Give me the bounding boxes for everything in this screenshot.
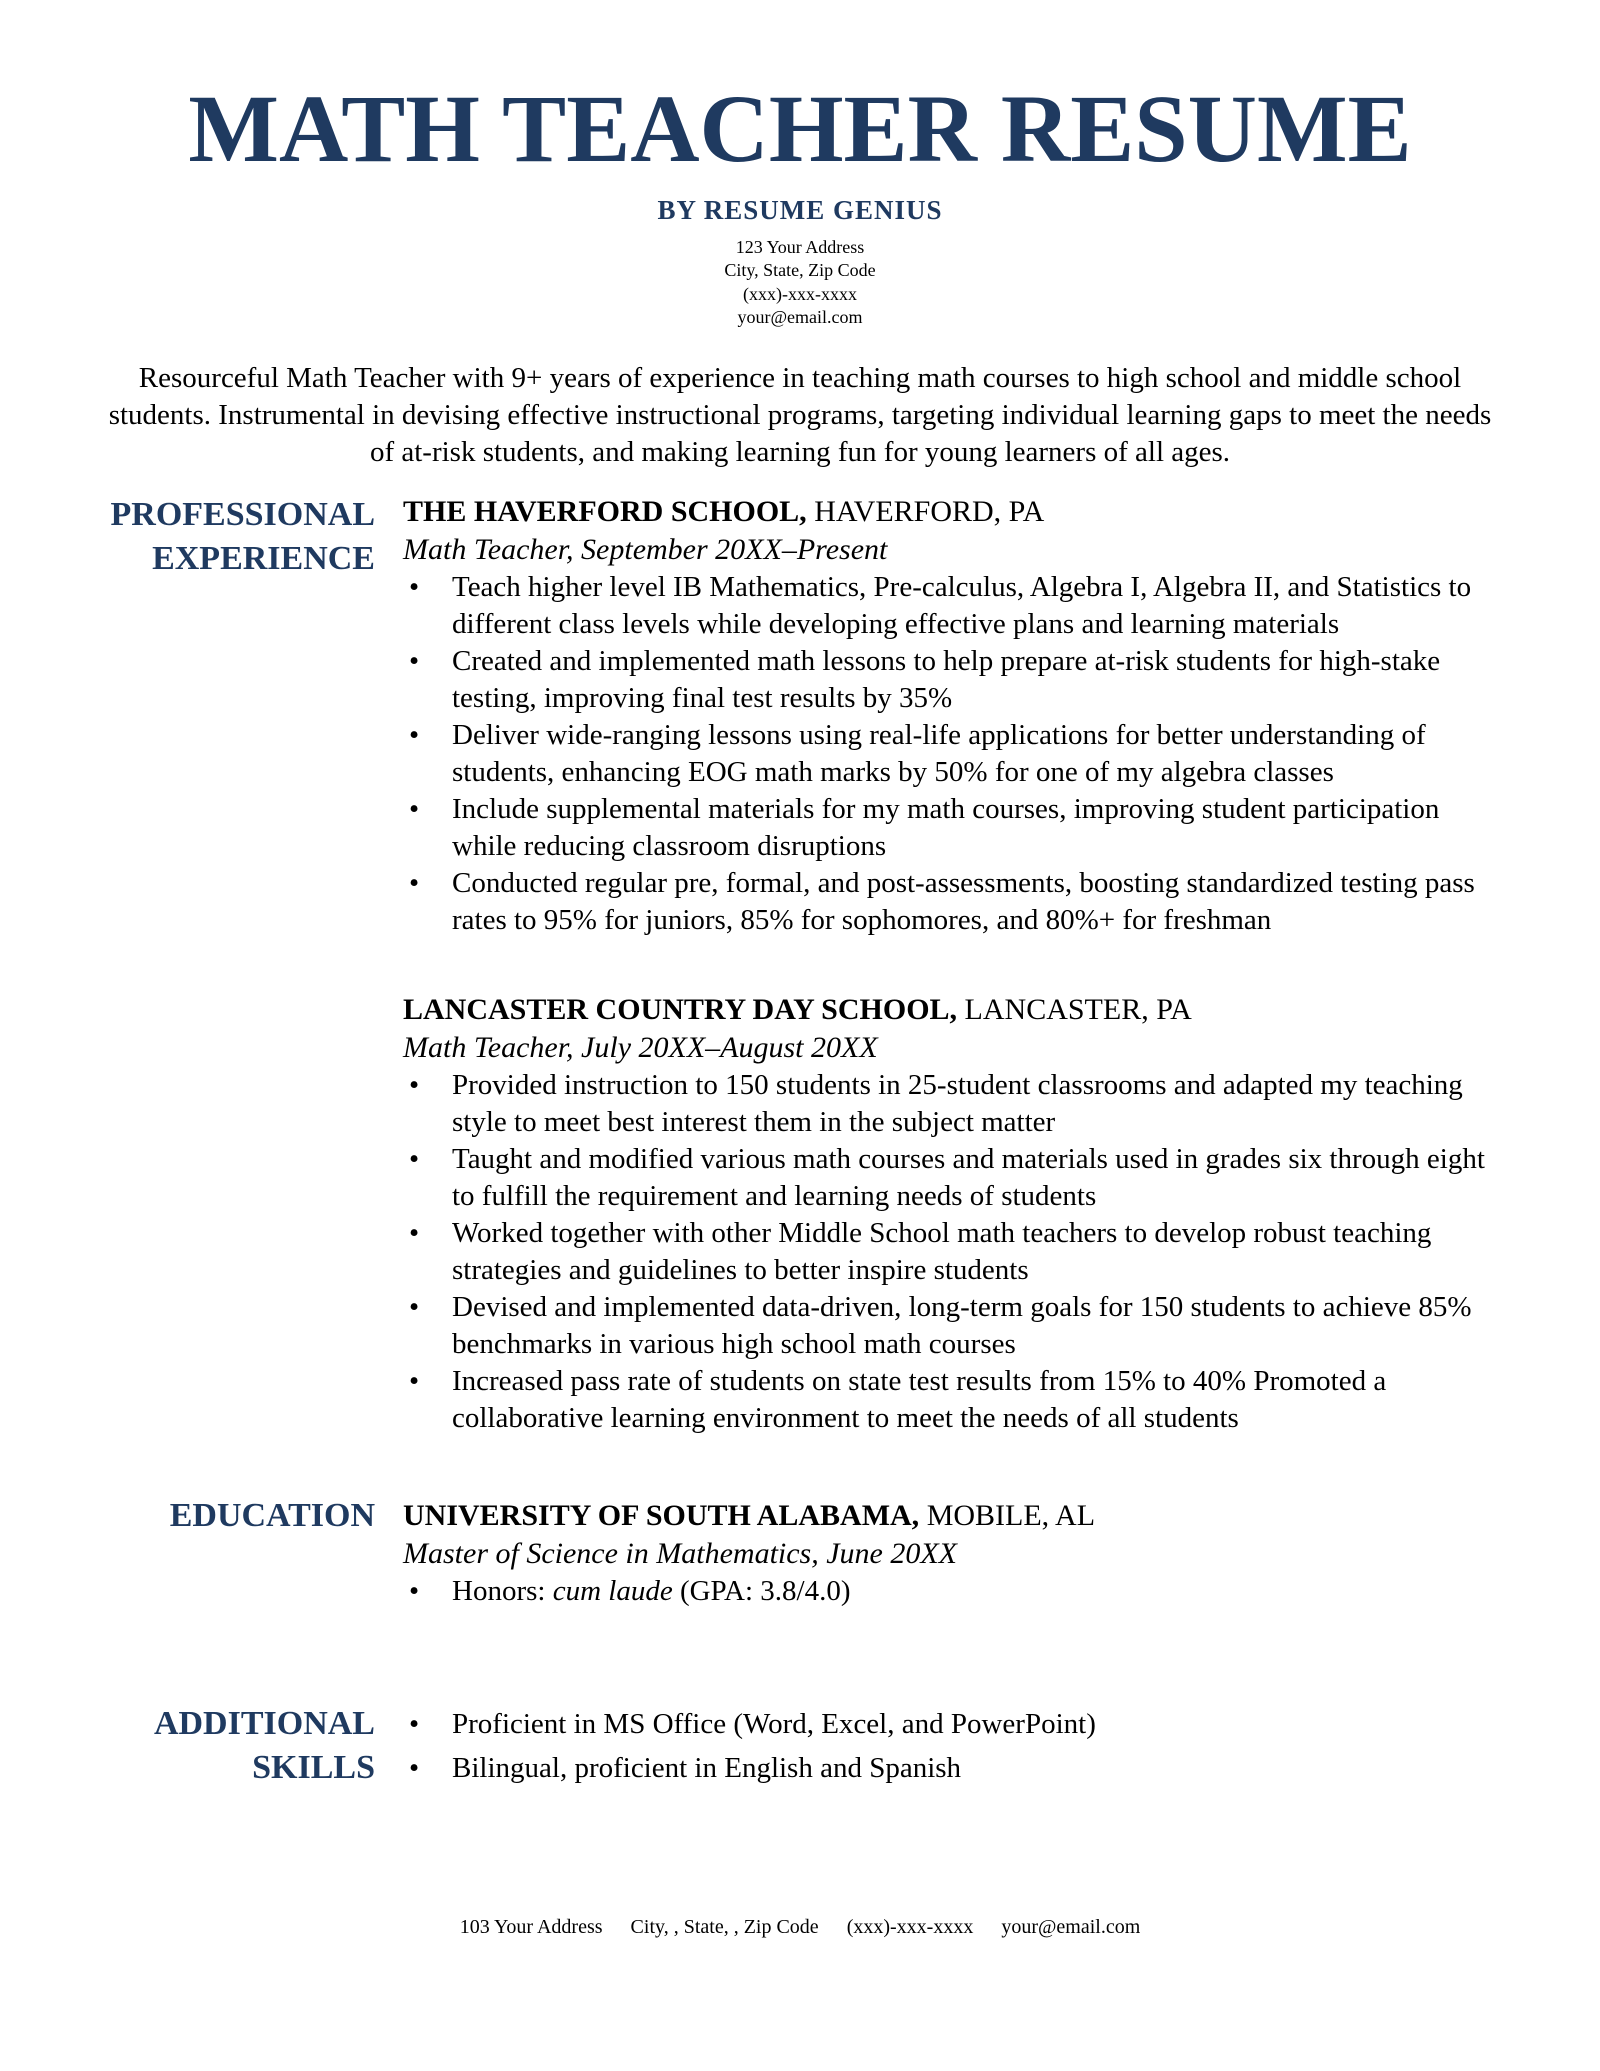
experience-entry-haverford: [403, 493, 1492, 939]
honors-prefix: Honors:: [452, 1574, 553, 1607]
education-content-column: [403, 1497, 1492, 1610]
skill-item: • Proficient in MS Office (Word, Excel, and PowerPoint): [403, 1702, 1492, 1746]
footer-address: 103 Your Address: [459, 1916, 603, 1938]
byline: BY RESUME GENIUS: [657, 194, 943, 225]
bullet-item: • Conducted regular pre, formal, and post-assessments, boosting standardized testing pass rates to 95% for juniors, 85% for sophomores, and 80%+ for freshman: [403, 865, 1492, 939]
section-heading-education: EDUCATION: [169, 1496, 375, 1534]
section-heading-professional-experience: PROFESSIONAL EXPERIENCE: [110, 495, 375, 577]
bullet-item: • Devised and implemented data-driven, long-term goals for 150 students to achieve 85% benchmarks in various high school math courses: [403, 1289, 1492, 1363]
section-heading-additional-skills: ADDITIONAL SKILLS: [153, 1704, 375, 1786]
contact-address: 123 Your Address: [735, 236, 865, 257]
contact-city-state-zip: City, State, Zip Code: [724, 260, 876, 281]
entry-bullet-list: [403, 1067, 1492, 1437]
experience-content-column: [403, 493, 1492, 1437]
skills-list: [403, 1702, 1492, 1790]
bullet-item: • Increased pass rate of students on state test results from 15% to 40% Promoted a collaborative learning environment to meet the needs of all students: [403, 1363, 1492, 1437]
entry-bullet-list: [403, 569, 1492, 939]
bullet-item: • Worked together with other Middle School math teachers to develop robust teaching strategies and guidelines to better inspire students: [403, 1215, 1492, 1289]
entry-role-dates: Math Teacher, July 20XX–August 20XX: [403, 1030, 878, 1064]
entry-role-dates: Math Teacher, September 20XX–Present: [403, 532, 888, 566]
resume-body: [0, 493, 1600, 1790]
education-heading-column: [90, 1497, 375, 1610]
entry-org: LANCASTER COUNTRY DAY SCHOOL,: [403, 992, 958, 1026]
bullet-item: • Taught and modified various math courses and materials used in grades six through eight to fulfill the requirement and learning needs of students: [403, 1141, 1492, 1215]
experience-heading-column: [90, 493, 375, 1437]
summary-paragraph: Resourceful Math Teacher with 9+ years of experience in teaching math courses to high school and middle school students. Instrumental in devising effective instructional programs, targeting individual learning gaps to meet the needs of at-risk students, and making learning fun for young learners of all ages.: [108, 361, 1492, 468]
bullet-item-honors: [403, 1573, 1492, 1610]
skills-heading-column: [90, 1702, 375, 1790]
footer-phone: (xxx)-xxx-xxxx: [846, 1916, 974, 1938]
page-title: MATH TEACHER RESUME: [188, 75, 1412, 182]
entry-location: MOBILE, AL: [919, 1498, 1096, 1532]
contact-phone: (xxx)-xxx-xxxx: [743, 283, 857, 304]
contact-email: your@email.com: [737, 307, 863, 328]
entry-location: LANCASTER, PA: [957, 992, 1192, 1026]
honors-latin: cum laude: [552, 1574, 673, 1607]
section-additional-skills: [0, 1702, 1600, 1790]
page-footer: [0, 1916, 1600, 1939]
entry-org: THE HAVERFORD SCHOOL,: [403, 494, 807, 528]
entry-org-line: [403, 1497, 1492, 1535]
entry-org-line: [403, 493, 1492, 531]
experience-entry-lancaster: [403, 991, 1492, 1437]
resume-header: [0, 0, 1600, 330]
entry-degree: Master of Science in Mathematics, June 20XX: [403, 1536, 958, 1570]
section-professional-experience: [0, 493, 1600, 1437]
entry-org: UNIVERSITY OF SOUTH ALABAMA,: [403, 1498, 920, 1532]
entry-org-line: [403, 991, 1492, 1029]
skill-item: • Bilingual, proficient in English and Spanish: [403, 1746, 1492, 1790]
honors-gpa: (GPA: 3.8/4.0): [672, 1574, 851, 1607]
section-education: [0, 1497, 1600, 1610]
contact-block: [0, 236, 1600, 330]
footer-email: your@email.com: [1001, 1916, 1141, 1938]
education-entry: [403, 1497, 1492, 1610]
bullet-item: • Teach higher level IB Mathematics, Pre-calculus, Algebra I, Algebra II, and Statistics to different class levels while developing effective plans and learning materials: [403, 569, 1492, 643]
footer-city-state-zip: City, , State, , Zip Code: [630, 1916, 819, 1938]
entry-location: HAVERFORD, PA: [806, 494, 1045, 528]
bullet-item: • Created and implemented math lessons to help prepare at-risk students for high-stake testing, improving final test results by 35%: [403, 643, 1492, 717]
bullet-item: • Deliver wide-ranging lessons using real-life applications for better understanding of students, enhancing EOG math marks by 50% for one of my algebra classes: [403, 717, 1492, 791]
bullet-item: • Provided instruction to 150 students in 25-student classrooms and adapted my teaching style to meet best interest them in the subject matter: [403, 1067, 1492, 1141]
bullet-item: • Include supplemental materials for my math courses, improving student participation while reducing classroom disruptions: [403, 791, 1492, 865]
entry-bullet-list: [403, 1573, 1492, 1610]
skills-content-column: [403, 1702, 1492, 1790]
